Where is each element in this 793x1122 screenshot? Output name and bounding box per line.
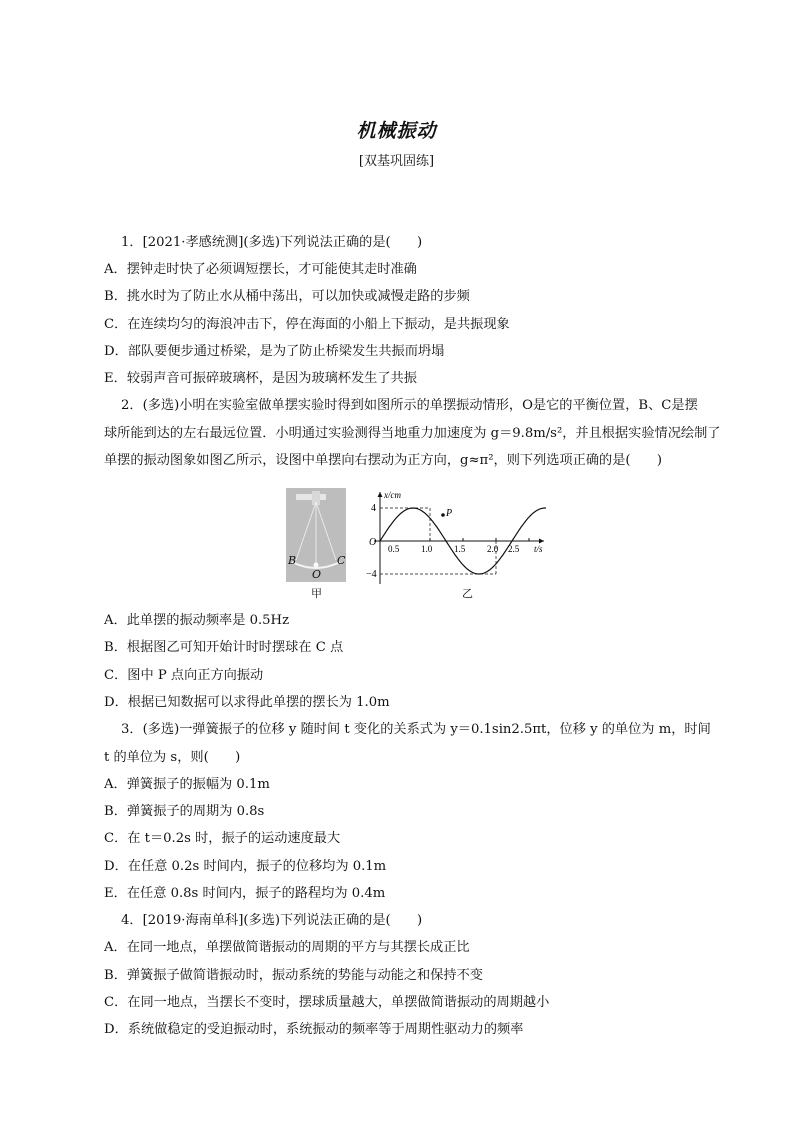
photo-caption: 甲 xyxy=(311,587,322,600)
x-tick-2-5: 2.5 xyxy=(508,544,520,554)
photo-label-o: O xyxy=(312,568,322,581)
q3-option-e: E．在任意 0.8s 时间内，振子的路程均为 0.4m xyxy=(104,886,386,901)
q2-figure xyxy=(286,486,546,602)
page-subtitle: [双基巩固练] xyxy=(358,154,435,169)
y-tick-neg4: −4 xyxy=(366,569,377,580)
x-tick-2-0: 2.0 xyxy=(487,544,499,554)
q3-option-c: C．在 t＝0.2s 时，振子的运动速度最大 xyxy=(104,831,341,846)
q3-option-d: D．在任意 0.2s 时间内，振子的位移均为 0.1m xyxy=(104,859,387,874)
pendulum-photo xyxy=(286,488,346,582)
q2-option-c: C．图中 P 点向正方向振动 xyxy=(104,668,264,683)
point-p-marker xyxy=(441,513,445,517)
q2-stem-line3: 单摆的振动图象如图乙所示，设图中单摆向右摆动为正方向，g≈π²，则下列选项正确的是( ) xyxy=(104,453,663,468)
x-tick-1-5: 1.5 xyxy=(454,544,466,554)
origin-label: O xyxy=(369,537,377,548)
q4-option-c: C．在同一地点，当摆长不变时，摆球质量越大，单摆做简谐振动的周期越小 xyxy=(104,995,550,1010)
q3-stem-line1: 3．(多选)一弹簧振子的位移 y 随时间 t 变化的关系式为 y＝0.1sin2.5πt，位移 y 的单位为 m，时间 xyxy=(121,722,711,737)
photo-label-c: C xyxy=(337,554,346,567)
q4-option-b: B．弹簧振子做简谐振动时，振动系统的势能与动能之和保持不变 xyxy=(104,968,483,983)
q3-stem-line2: t 的单位为 s，则( ) xyxy=(104,750,241,765)
q1-option-d: D．部队要便步通过桥梁，是为了防止桥梁发生共振而坍塌 xyxy=(104,344,445,359)
q1-option-c: C．在连续均匀的海浪冲击下，停在海面的小船上下振动，是共振现象 xyxy=(104,317,510,332)
q3-option-a: A．弹簧振子的振幅为 0.1m xyxy=(104,777,270,792)
q2-option-d: D．根据已知数据可以求得此单摆的摆长为 1.0m xyxy=(104,695,390,710)
q1-option-a: A．摆钟走时快了必须调短摆长，才可能使其走时准确 xyxy=(104,262,417,277)
photo-label-b: B xyxy=(288,554,297,567)
graph-caption: 乙 xyxy=(462,587,473,600)
q3-option-b: B．弹簧振子的周期为 0.8s xyxy=(104,804,265,819)
point-p-label: P xyxy=(446,508,453,519)
q4-stem: 4．[2019·海南单科](多选)下列说法正确的是( ) xyxy=(121,913,423,928)
y-tick-4: 4 xyxy=(371,503,376,514)
y-axis-label: x/cm xyxy=(384,490,401,500)
y-axis-arrow xyxy=(378,492,383,497)
page-title: 机械振动 xyxy=(356,120,437,142)
q2-stem-line1: 2．(多选)小明在实验室做单摆实验时得到如图所示的单摆振动情形，O是它的平衡位置，B、C是摆 xyxy=(121,398,698,413)
x-axis-label: t/s xyxy=(534,544,543,554)
x-axis-arrow xyxy=(539,539,544,544)
q2-option-b: B．根据图乙可知开始计时时摆球在 C 点 xyxy=(104,640,344,655)
q2-option-a: A．此单摆的振动频率是 0.5Hz xyxy=(104,613,290,628)
q1-option-b: B．挑水时为了防止水从桶中荡出，可以加快或减慢走路的步频 xyxy=(104,289,470,304)
q4-option-a: A．在同一地点，单摆做简谐振动的周期的平方与其摆长成正比 xyxy=(104,940,470,955)
q1-option-e: E．较弱声音可振碎玻璃杯，是因为玻璃杯发生了共振 xyxy=(104,371,417,386)
vibration-graph xyxy=(360,486,546,586)
q4-option-d: D．系统做稳定的受迫振动时，系统振动的频率等于周期性驱动力的频率 xyxy=(104,1022,524,1037)
q1-stem: 1．[2021·孝感统测](多选)下列说法正确的是( ) xyxy=(121,235,423,250)
q2-stem-line2: 球所能到达的左右最远位置．小明通过实验测得当地重力加速度为 g＝9.8m/s²，并且根据实验情况绘制了 xyxy=(104,426,721,441)
x-tick-0-5: 0.5 xyxy=(388,544,400,554)
x-tick-1-0: 1.0 xyxy=(421,544,433,554)
